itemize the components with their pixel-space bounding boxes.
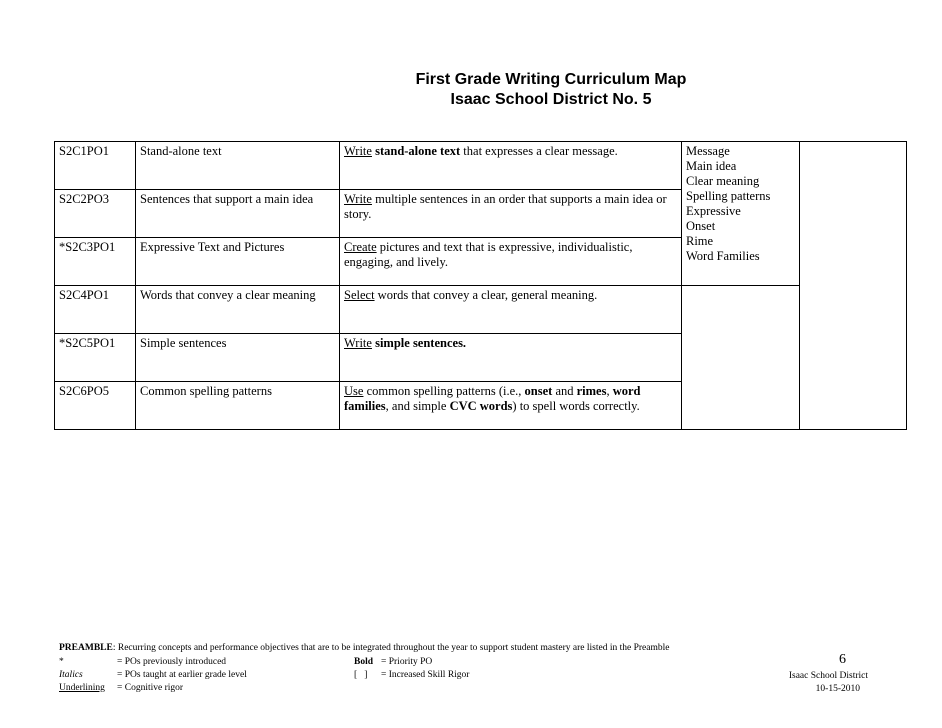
legend-text: = Cognitive rigor — [117, 683, 184, 693]
desc-part: pictures and text that is expressive, individualistic, engaging, and lively. — [344, 240, 633, 269]
footer-date: 10-15-2010 — [815, 683, 860, 694]
po-description — [340, 382, 682, 430]
po-code: *S2C5PO1 — [55, 334, 136, 382]
page-number: 6 — [839, 652, 846, 667]
po-verb: Use — [344, 384, 364, 398]
po-code: *S2C3PO1 — [55, 238, 136, 286]
po-topic: Sentences that support a main idea — [136, 190, 340, 238]
po-description — [340, 334, 682, 382]
po-verb: Write — [344, 336, 372, 350]
po-verb: Select — [344, 288, 375, 302]
desc-part: that expresses a clear message. — [460, 144, 618, 158]
po-description — [340, 238, 682, 286]
concept-item: Onset — [686, 219, 716, 233]
po-verb: Write — [344, 144, 372, 158]
desc-part-bold: CVC words — [449, 399, 513, 413]
po-verb: Write — [344, 192, 372, 206]
concept-item: Clear meaning — [686, 174, 760, 188]
concept-item: Spelling patterns — [686, 189, 771, 203]
po-description — [340, 190, 682, 238]
title-line-1: First Grade Writing Curriculum Map — [415, 71, 687, 88]
preamble-text: : Recurring concepts and performance objectives that are to be integrated throughout the year to support student mastery are listed in the Preamble — [112, 643, 670, 653]
desc-part: , — [606, 384, 613, 398]
po-topic: Simple sentences — [136, 334, 340, 382]
preamble-concepts — [682, 142, 800, 286]
po-topic: Words that convey a clear meaning — [136, 286, 340, 334]
concept-item: Rime — [686, 234, 714, 248]
desc-part: and — [552, 384, 577, 398]
desc-part-bold: word families — [344, 384, 641, 413]
desc-part: words that convey a clear, general meaning. — [374, 288, 598, 302]
po-code: S2C2PO3 — [55, 190, 136, 238]
concept-item: Expressive — [686, 204, 741, 218]
po-code: S2C6PO5 — [55, 382, 136, 430]
legend-text: = Priority PO — [381, 657, 433, 667]
po-description — [340, 142, 682, 190]
table-row — [55, 286, 907, 334]
po-topic: Stand-alone text — [136, 142, 340, 190]
desc-part-bold: rimes — [576, 384, 607, 398]
legend-text: = Increased Skill Rigor — [381, 670, 470, 680]
concepts-blank — [682, 286, 800, 430]
preamble-label: PREAMBLE — [59, 643, 113, 653]
desc-part: common spelling patterns (i.e., — [363, 384, 525, 398]
desc-part-bold: stand-alone text — [375, 144, 461, 158]
po-description — [340, 286, 682, 334]
concept-item: Word Families — [686, 249, 760, 263]
desc-part: ) to spell words correctly. — [512, 399, 640, 413]
legend-key: * — [59, 657, 64, 667]
concept-item: Main idea — [686, 159, 737, 173]
legend-key: Italics — [59, 670, 83, 680]
legend-key: Bold — [354, 657, 374, 667]
po-code: S2C1PO1 — [55, 142, 136, 190]
title-line-2: Isaac School District No. 5 — [450, 91, 652, 108]
footer-preamble — [59, 642, 879, 655]
curriculum-table — [54, 141, 907, 430]
legend-key: Underlining — [59, 683, 105, 693]
page-title — [0, 70, 942, 110]
po-code: S2C4PO1 — [55, 286, 136, 334]
desc-part-bold: simple sentences. — [375, 336, 467, 350]
legend-text: = POs taught at earlier grade level — [117, 670, 247, 680]
desc-part: multiple sentences in an order that supports a main idea or story. — [344, 192, 667, 221]
desc-part-bold: onset — [524, 384, 553, 398]
table-row — [55, 142, 907, 190]
po-topic: Expressive Text and Pictures — [136, 238, 340, 286]
concept-item: Message — [686, 144, 730, 158]
legend-key: [ ] — [354, 670, 368, 680]
desc-part: , and simple — [385, 399, 450, 413]
po-verb: Create — [344, 240, 377, 254]
empty-column — [800, 142, 907, 430]
district-name: Isaac School District — [788, 671, 868, 681]
district-info — [789, 670, 868, 695]
po-topic: Common spelling patterns — [136, 382, 340, 430]
legend-text: = POs previously introduced — [117, 657, 227, 667]
